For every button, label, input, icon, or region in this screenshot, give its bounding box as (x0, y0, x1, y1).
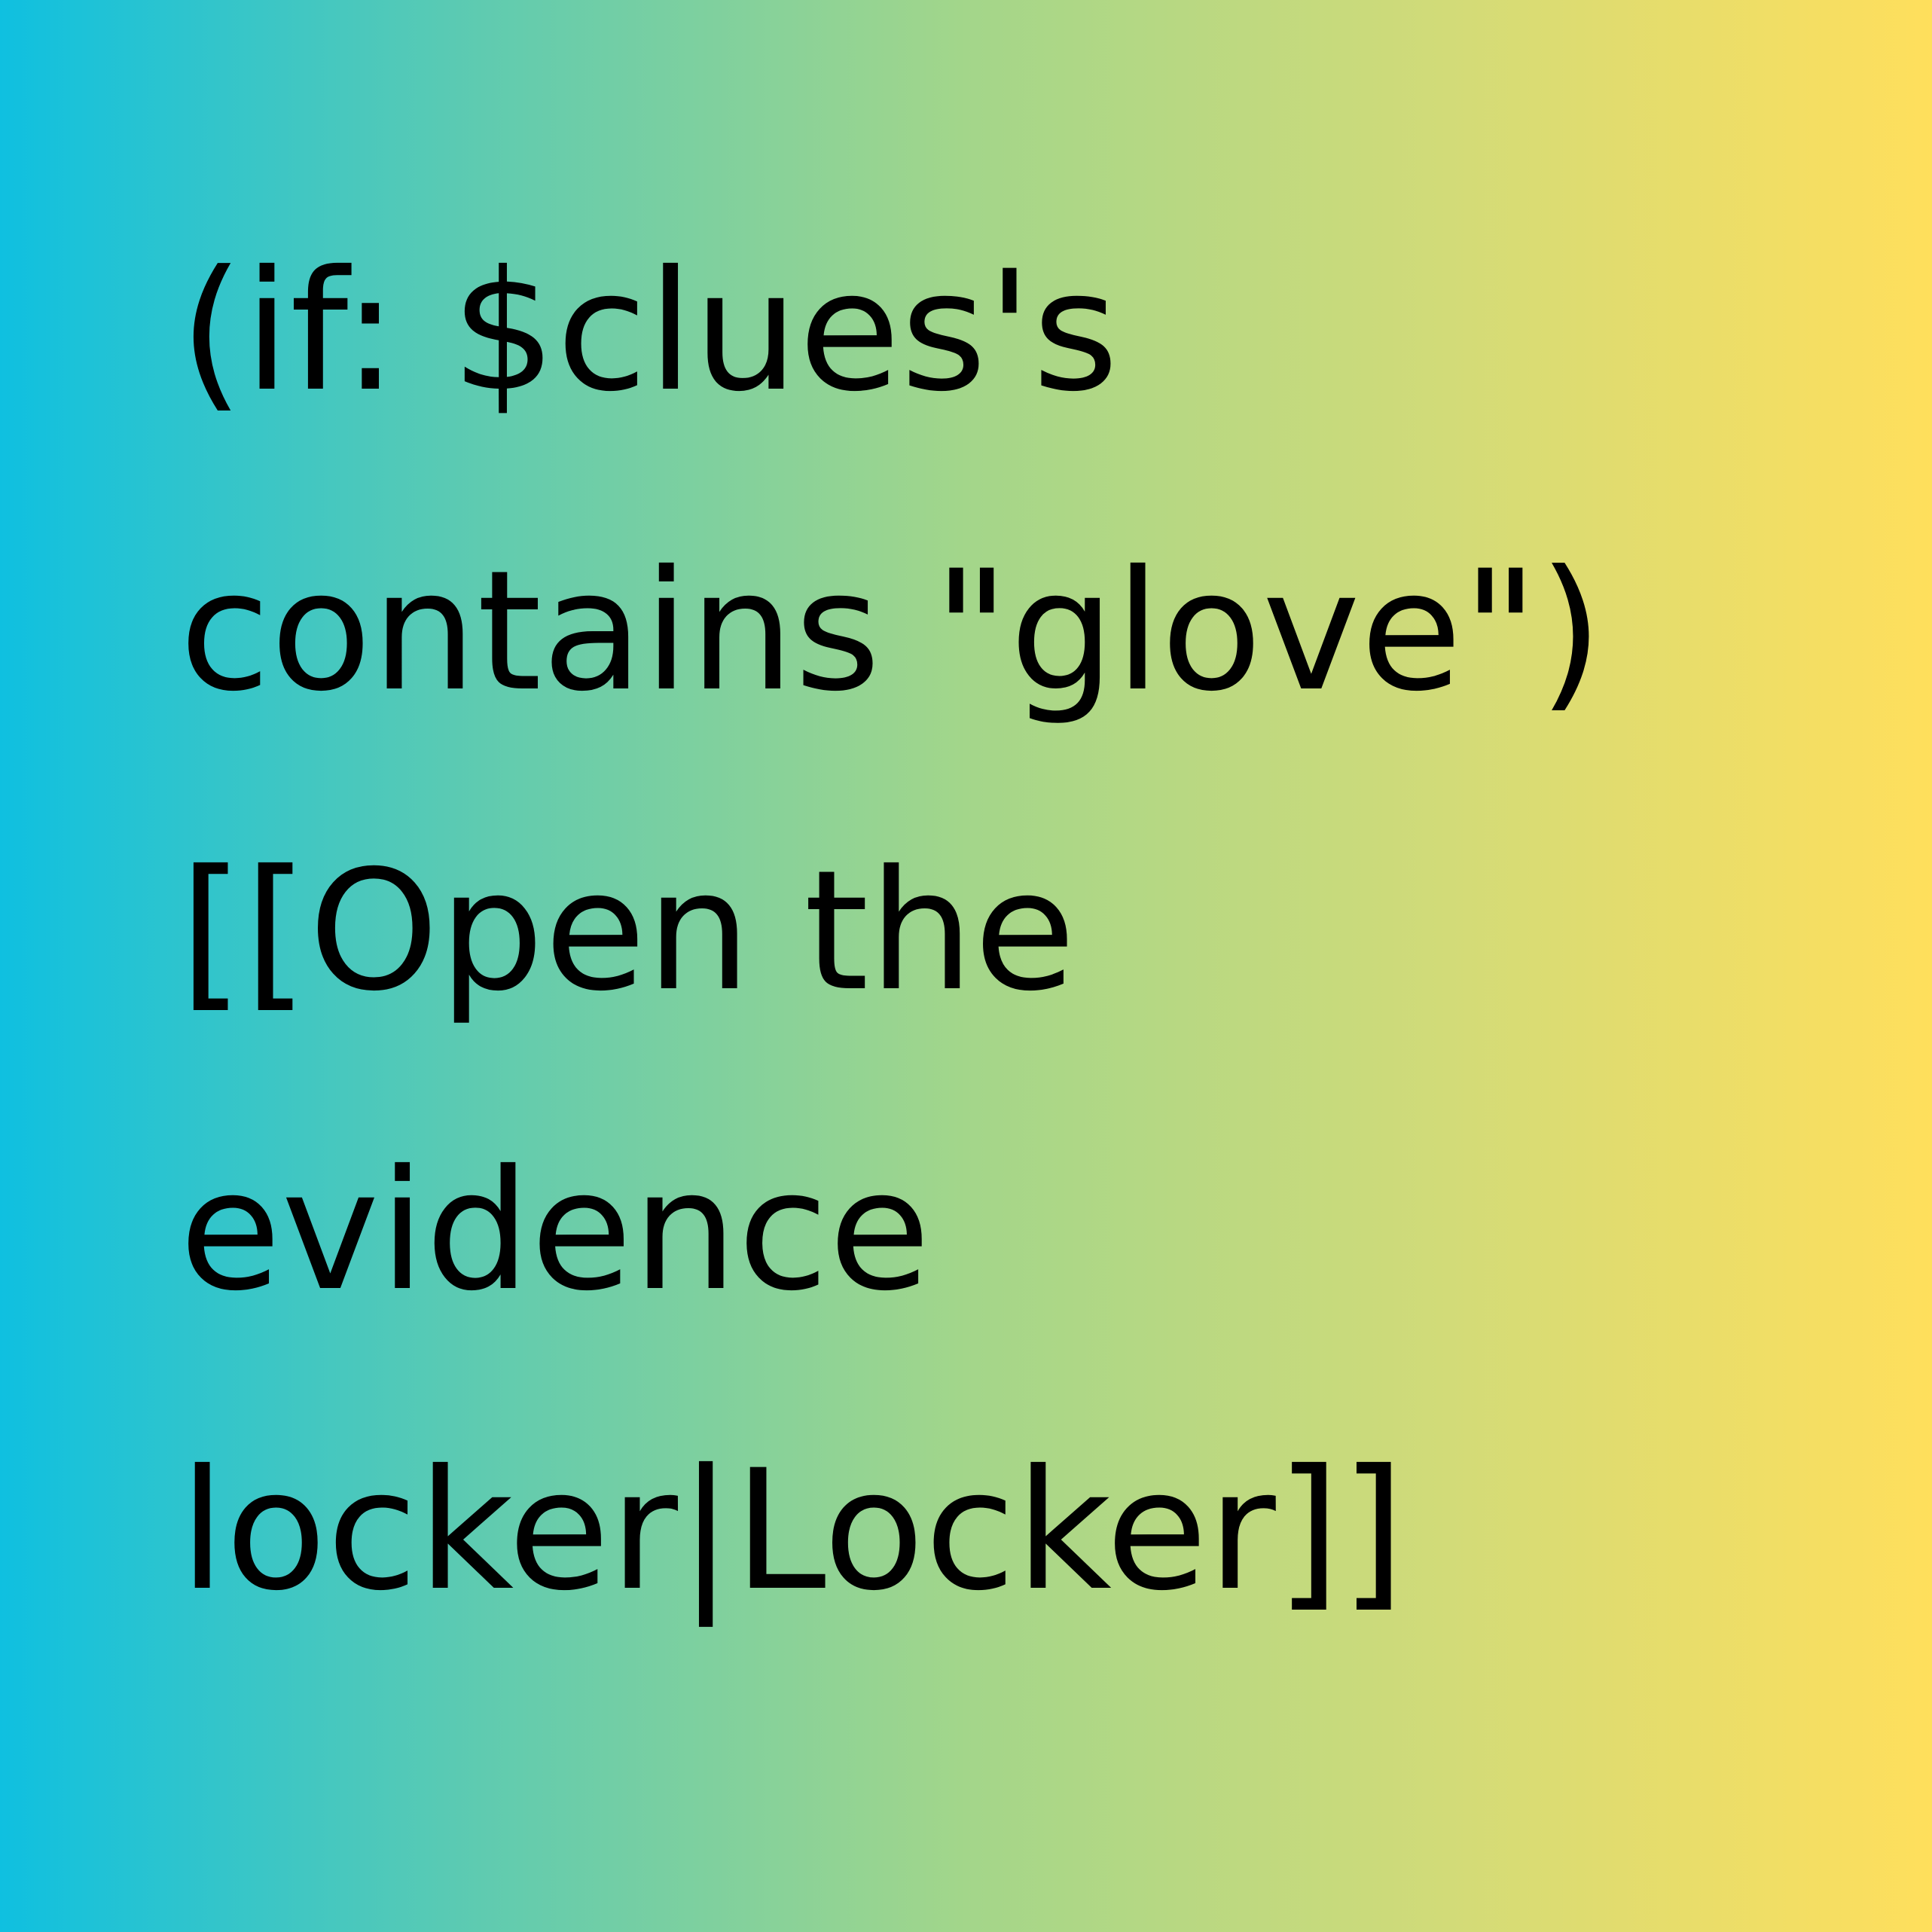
code-line-contains: contains "glove") (179, 535, 1604, 728)
code-line-if-macro: (if: $clues's (179, 235, 1119, 428)
code-line-link-evidence: evidence (179, 1134, 931, 1327)
code-line-link-open: [[Open the (179, 835, 1076, 1027)
harlowe-code-snippet (179, 235, 1821, 1747)
code-line-link-target: locker|Locker]] (179, 1434, 1406, 1627)
